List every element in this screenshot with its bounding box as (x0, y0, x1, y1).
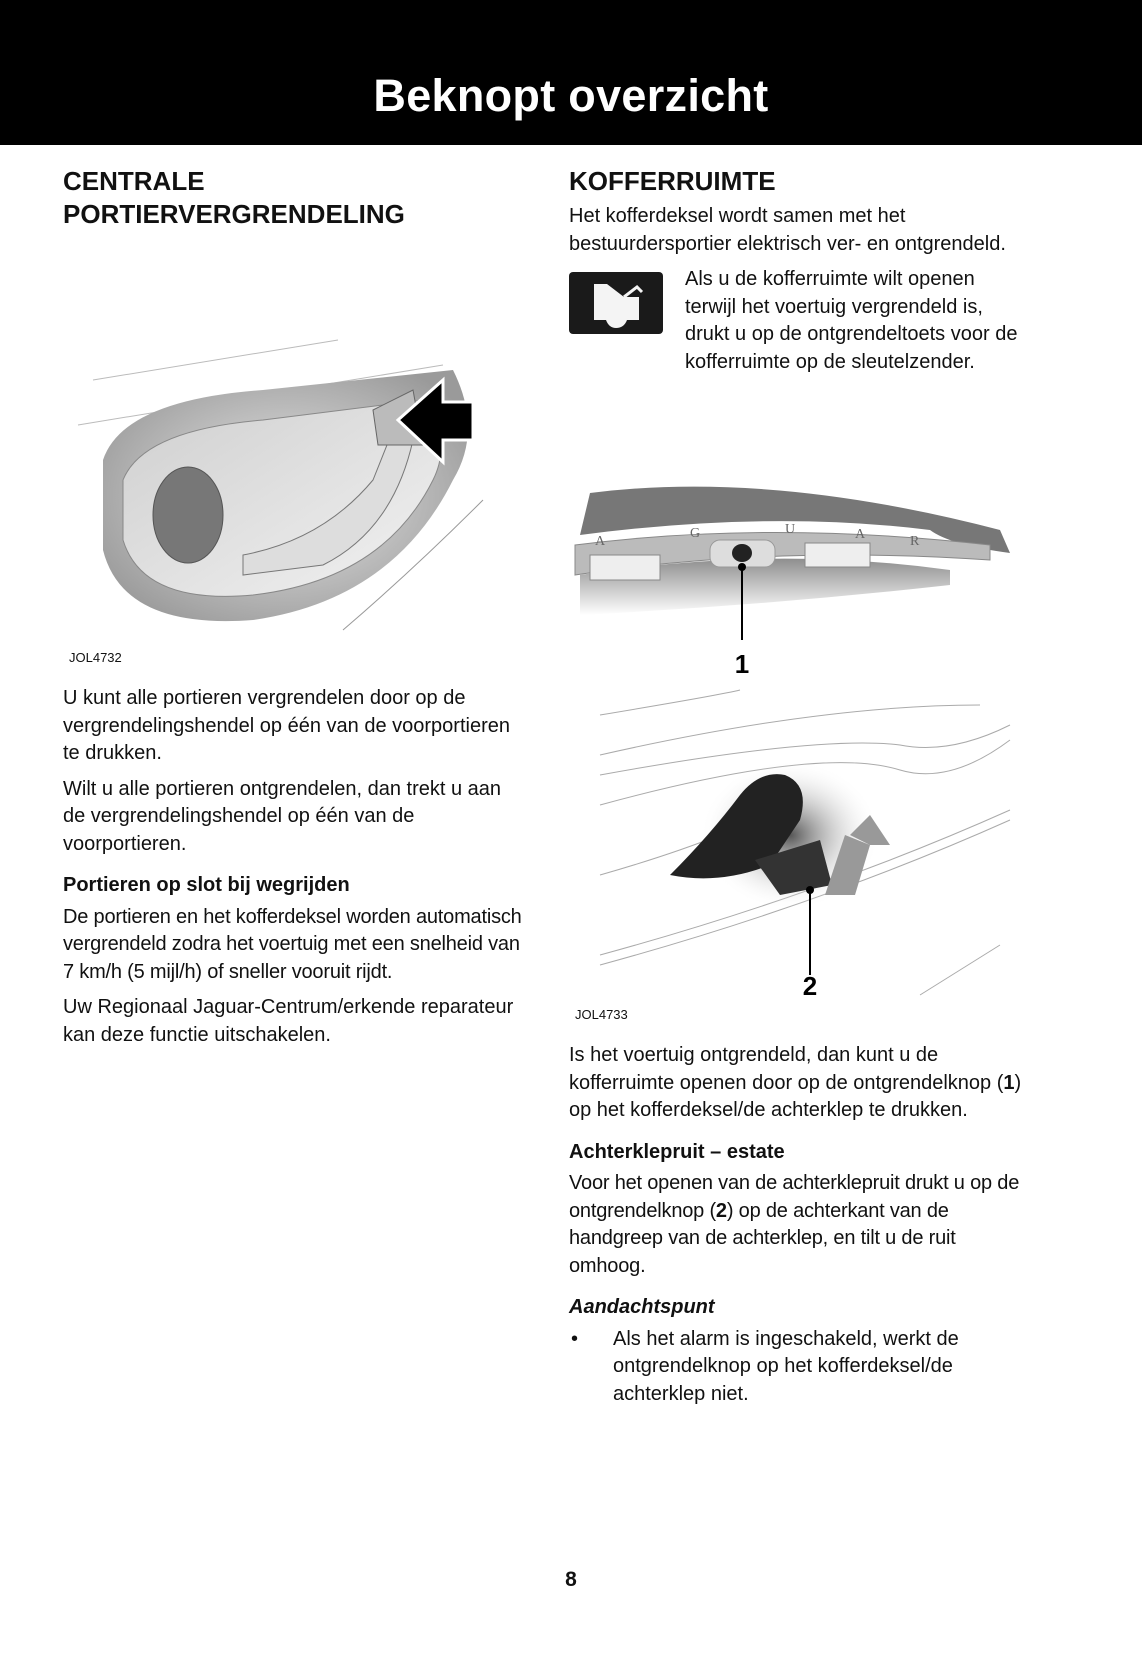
paragraph: U kunt alle portieren vergrendelen door op de vergrendelingshendel op één van de voorportieren te drukken. (63, 687, 510, 764)
subheading: Achterklepruit – estate (569, 1140, 785, 1163)
paragraph (569, 1170, 1029, 1280)
bullet-text: Als het alarm is ingeschakeld, werkt de ontgrendelknop op het kofferdeksel/de achterklep niet. (613, 1327, 959, 1405)
subheading: Portieren op slot bij wegrijden (63, 874, 350, 896)
text: ) op de achterkant van de handgreep van de achterklep, en tilt u de ruit omhoog. (569, 1199, 956, 1277)
badge-letter: A (855, 527, 866, 542)
bullet-icon: • (571, 1327, 579, 1350)
badge-letter: G (690, 526, 701, 541)
section-heading-boot: KOFFERRUIMTE (569, 166, 776, 196)
paragraph: Uw Regionaal Jaguar-Centrum/erkende reparateur kan deze functie uitschakelen. (63, 996, 514, 1046)
right-column (569, 165, 1029, 376)
bullet-item (569, 1326, 1029, 1409)
badge-letter: R (910, 534, 920, 549)
page-header (0, 0, 1142, 145)
paragraph: Het kofferdeksel wordt samen met het bestuurdersportier elektrisch ver- en ontgrendeld. (569, 205, 1006, 255)
figure-code: JOL4732 (69, 650, 122, 665)
door-handle-illustration (63, 330, 523, 650)
page-title: Beknopt overzicht (373, 70, 769, 121)
callout-ref: 2 (715, 1199, 727, 1222)
right-body (569, 1042, 1029, 1408)
heading-line: PORTIERVERGRENDELING (63, 199, 405, 229)
paragraph: Wilt u alle portieren ontgrendelen, dan trekt u aan de vergrendelingshendel op één van de voorportieren. (63, 777, 502, 855)
paragraph (569, 1042, 1029, 1125)
left-column (63, 165, 523, 231)
section-heading-central-locking (63, 165, 523, 231)
callout-1: 1 (734, 649, 750, 679)
icon-paragraph: Als u de kofferruimte wilt openen terwijl het voertuig vergrendeld is, drukt u op de ontgrendeltoets voor de kofferruimte op de sleutelzender. (685, 268, 1018, 373)
figure-code: JOL4733 (575, 1007, 628, 1022)
left-body (63, 685, 523, 1057)
badge-letter: U (785, 522, 796, 537)
text: ) op het kofferdeksel/de achterklep te drukken. (569, 1071, 1022, 1121)
badge-letter: A (595, 534, 606, 549)
page-number: 8 (565, 1568, 577, 1591)
text: Voor het openen van de achterklepruit drukt u op de ontgrendelknop ( (569, 1172, 1020, 1222)
callout-2: 2 (802, 971, 818, 1001)
text: Is het voertuig ontgrendeld, dan kunt u de kofferruimte openen door op de ontgrendelknop ( (569, 1044, 1004, 1094)
paragraph: De portieren en het kofferdeksel worden automatisch vergrendeld zodra het voertuig met een snelheid van 7 km/h (5 mijl/h) of sneller vooruit rijdt. (63, 905, 522, 983)
boot-release-illustration (570, 475, 1020, 1020)
heading-line: CENTRALE (63, 166, 205, 196)
note-heading: Aandachtspunt (569, 1296, 715, 1318)
callout-ref: 1 (1003, 1071, 1015, 1094)
boot-release-icon (569, 272, 663, 334)
